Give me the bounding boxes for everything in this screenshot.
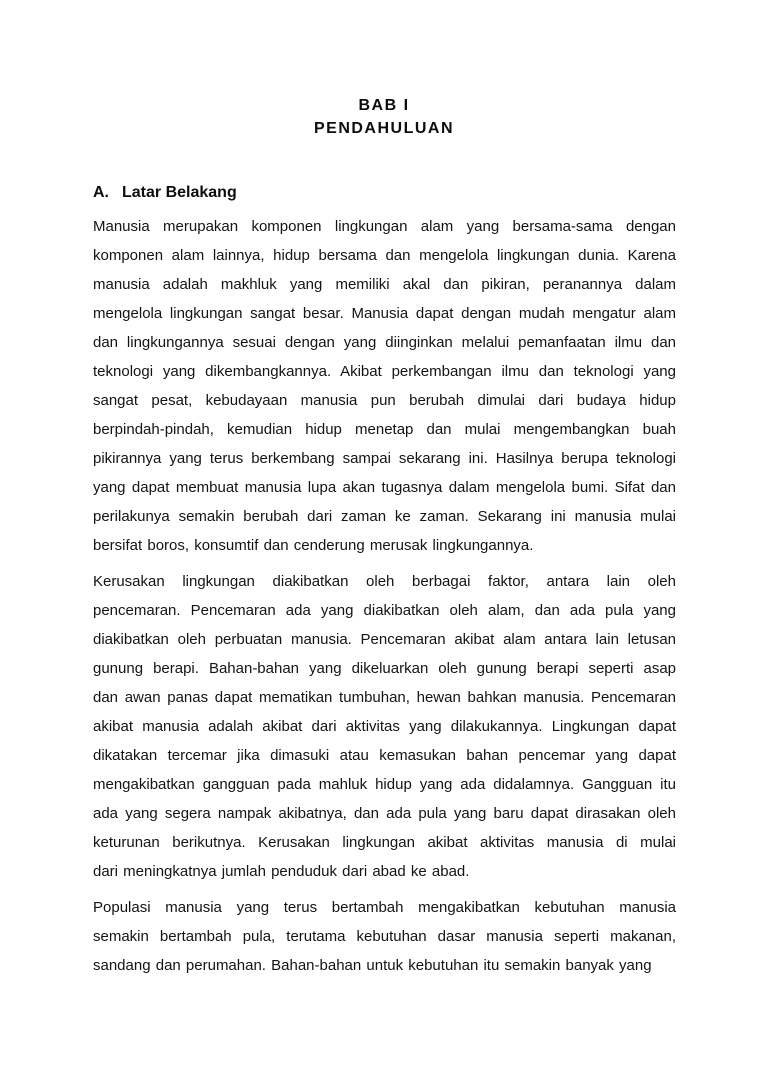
text-line: komponen alam lainnya, hidup bersama dan mengelola lingkungan dunia. Karena: [93, 247, 676, 264]
text-line: dikatakan tercemar jika dimasuki atau kemasukan bahan pencemar yang dapat: [93, 747, 676, 764]
text-line: perilakunya semakin berubah dari zaman ke zaman. Sekarang ini manusia mulai: [93, 508, 676, 525]
chapter-title: [0, 94, 768, 140]
section-title: Latar Belakang: [122, 184, 237, 201]
text-line: keturunan berikutnya. Kerusakan lingkungan akibat aktivitas manusia di mulai: [93, 834, 676, 851]
section-heading: [93, 183, 676, 203]
text-line: Kerusakan lingkungan diakibatkan oleh berbagai faktor, antara lain oleh: [93, 573, 676, 590]
text-line: dari meningkatnya jumlah penduduk dari abad ke abad.: [93, 863, 470, 880]
paragraph: [93, 567, 676, 886]
text-line: manusia adalah makhluk yang memiliki akal dan pikiran, peranannya dalam: [93, 276, 676, 293]
text-line: dan lingkungannya sesuai dengan yang diinginkan melalui pemanfaatan ilmu dan: [93, 334, 676, 351]
text-line: sandang dan perumahan. Bahan-bahan untuk kebutuhan itu semakin banyak yang: [93, 957, 652, 974]
text-line: akibat manusia adalah akibat dari aktivitas yang dilakukannya. Lingkungan dapat: [93, 718, 676, 735]
text-line: berpindah-pindah, kemudian hidup menetap dan mulai mengembangkan buah: [93, 421, 676, 438]
text-line: ada yang segera nampak akibatnya, dan ada pula yang baru dapat dirasakan oleh: [93, 805, 676, 822]
text-line: mengelola lingkungan sangat besar. Manusia dapat dengan mudah mengatur alam: [93, 305, 676, 322]
chapter-title-line2: PENDAHULUAN: [313, 120, 455, 137]
text-line: semakin bertambah pula, terutama kebutuhan dasar manusia seperti makanan,: [93, 928, 676, 945]
paragraph: [93, 893, 676, 980]
body-paragraphs: [93, 212, 676, 980]
text-line: pikirannya yang terus berkembang sampai sekarang ini. Hasilnya berupa teknologi: [93, 450, 676, 467]
paragraph: [93, 212, 676, 560]
text-line: pencemaran. Pencemaran ada yang diakibatkan oleh alam, dan ada pula yang: [93, 602, 676, 619]
chapter-title-line1: BAB I: [358, 97, 410, 114]
text-line: bersifat boros, konsumtif dan cenderung merusak lingkungannya.: [93, 537, 534, 554]
text-line: yang dapat membuat manusia lupa akan tugasnya dalam mengelola bumi. Sifat dan: [93, 479, 676, 496]
text-line: dan awan panas dapat mematikan tumbuhan, hewan bahkan manusia. Pencemaran: [93, 689, 676, 706]
text-line: diakibatkan oleh perbuatan manusia. Pencemaran akibat alam antara lain letusan: [93, 631, 676, 648]
text-line: mengakibatkan gangguan pada mahluk hidup yang ada didalamnya. Gangguan itu: [93, 776, 676, 793]
text-line: Manusia merupakan komponen lingkungan alam yang bersama-sama dengan: [93, 218, 676, 235]
section-marker: A.: [93, 184, 109, 201]
text-line: gunung berapi. Bahan-bahan yang dikeluarkan oleh gunung berapi seperti asap: [93, 660, 676, 677]
text-line: sangat pesat, kebudayaan manusia pun berubah dimulai dari budaya hidup: [93, 392, 676, 409]
text-line: Populasi manusia yang terus bertambah mengakibatkan kebutuhan manusia: [93, 899, 676, 916]
text-line: teknologi yang dikembangkannya. Akibat perkembangan ilmu dan teknologi yang: [93, 363, 676, 380]
